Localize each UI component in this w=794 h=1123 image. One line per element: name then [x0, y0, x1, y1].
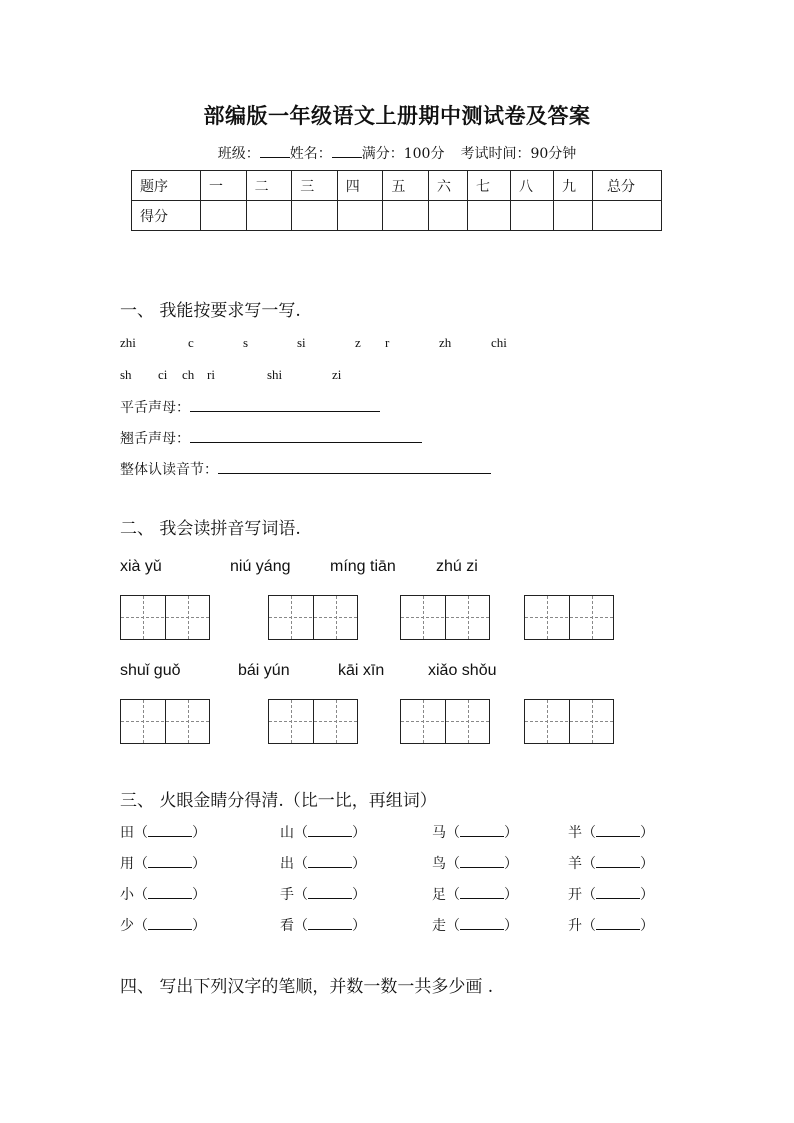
q1-pinyin: r: [385, 335, 390, 350]
q1-pinyin: s: [243, 335, 249, 350]
word-item: 足（ ）: [432, 887, 518, 903]
header-cell: 二: [246, 171, 292, 201]
word-item: 看（ ）: [280, 918, 366, 934]
character: 鸟: [432, 856, 446, 872]
score-cell[interactable]: [468, 201, 511, 231]
header-cell: 七: [468, 171, 511, 201]
answer-blank[interactable]: [308, 855, 352, 868]
tianzi-grid[interactable]: [524, 699, 614, 744]
score-cell[interactable]: [201, 201, 247, 231]
exam-info: [0, 143, 794, 163]
answer-blank[interactable]: [596, 917, 640, 930]
word-item: 羊（ ）: [568, 856, 654, 872]
q1-pinyin: c: [188, 335, 194, 350]
q1-pinyin: zh: [439, 335, 452, 350]
syllable-label: 整体认读音节：: [120, 462, 218, 478]
time-label: 考试时间：90分钟: [460, 146, 577, 162]
word-item: 田（ ）: [120, 825, 206, 841]
q2-pinyin: bái yún: [238, 662, 290, 679]
answer-blank[interactable]: [148, 886, 192, 899]
score-cell[interactable]: [246, 201, 292, 231]
character: 足: [432, 887, 446, 903]
word-item: 小（ ）: [120, 887, 206, 903]
answer-blank[interactable]: [596, 886, 640, 899]
answer-blank[interactable]: [460, 886, 504, 899]
q4-heading: 四、 写出下列汉字的笔顺，并数一数一共多少画 .: [120, 977, 494, 997]
answer-blank[interactable]: [596, 824, 640, 837]
tianzi-grid[interactable]: [524, 595, 614, 640]
q2-pinyin: zhú zi: [436, 558, 478, 575]
q1-pinyin: ci: [158, 367, 168, 382]
q1-pinyin: ri: [207, 367, 215, 382]
word-item: 山（ ）: [280, 825, 366, 841]
score-cell[interactable]: [429, 201, 468, 231]
word-item: 用（ ）: [120, 856, 206, 872]
score-table: [131, 170, 662, 231]
answer-blank[interactable]: [148, 824, 192, 837]
q1-field-retroflex: [120, 428, 422, 448]
answer-blank[interactable]: [460, 917, 504, 930]
class-blank[interactable]: [260, 145, 290, 158]
class-label: 班级：: [217, 146, 260, 162]
q2-pinyin: xiǎo shǒu: [428, 662, 497, 679]
header-cell: 一: [201, 171, 247, 201]
character: 出: [280, 856, 294, 872]
character: 羊: [568, 856, 582, 872]
q1-heading: 一、 我能按要求写一写.: [120, 301, 301, 321]
name-label: 姓名：: [289, 146, 332, 162]
q2-pinyin: shuǐ guǒ: [120, 662, 181, 679]
word-item: 升（ ）: [568, 918, 654, 934]
character: 少: [120, 918, 134, 934]
word-item: 鸟（ ）: [432, 856, 518, 872]
character: 升: [568, 918, 582, 934]
tianzi-grid[interactable]: [120, 595, 210, 640]
character: 开: [568, 887, 582, 903]
score-cell[interactable]: [383, 201, 429, 231]
q1-pinyin: zhi: [120, 335, 136, 350]
character: 手: [280, 887, 294, 903]
header-cell: 六: [429, 171, 468, 201]
retroflex-label: 翘舌声母：: [120, 431, 190, 447]
character: 走: [432, 918, 446, 934]
fullscore-label: 满分：100分: [361, 146, 445, 162]
score-cell[interactable]: [593, 201, 662, 231]
score-cell[interactable]: [511, 201, 554, 231]
score-cell[interactable]: [337, 201, 383, 231]
q1-pinyin: shi: [267, 367, 283, 382]
header-cell: 总分: [593, 171, 662, 201]
word-item: 半（ ）: [568, 825, 654, 841]
score-cell[interactable]: [292, 201, 338, 231]
answer-blank[interactable]: [308, 917, 352, 930]
tianzi-grid[interactable]: [120, 699, 210, 744]
header-cell: 八: [511, 171, 554, 201]
character: 田: [120, 825, 134, 841]
character: 山: [280, 825, 294, 841]
page-title: 部编版一年级语文上册期中测试卷及答案: [203, 103, 591, 128]
q2-pinyin: xià yǔ: [120, 558, 162, 575]
q2-pinyin: míng tiān: [330, 558, 396, 575]
q3-heading: 三、 火眼金睛分得清.（比一比，再组词）: [120, 791, 437, 811]
flat-label: 平舌声母：: [120, 400, 190, 416]
q2-heading: 二、 我会读拼音写词语.: [120, 519, 301, 539]
word-item: 走（ ）: [432, 918, 518, 934]
answer-blank[interactable]: [148, 917, 192, 930]
tianzi-grid[interactable]: [400, 699, 490, 744]
q1-pinyin: sh: [120, 367, 132, 382]
q1-field-syllable: [120, 459, 491, 479]
answer-blank[interactable]: [460, 824, 504, 837]
score-header-row: [132, 171, 662, 201]
q1-field-flat: [120, 397, 380, 417]
syllable-answer-line[interactable]: [218, 459, 491, 474]
q1-pinyin: chi: [491, 335, 507, 350]
q1-pinyin: z: [355, 335, 361, 350]
word-item: 马（ ）: [432, 825, 518, 841]
answer-blank[interactable]: [148, 855, 192, 868]
character: 小: [120, 887, 134, 903]
character: 马: [432, 825, 446, 841]
score-cell[interactable]: [554, 201, 593, 231]
score-row: [132, 201, 662, 231]
answer-blank[interactable]: [460, 855, 504, 868]
row-label: 得分: [132, 201, 201, 231]
character: 用: [120, 856, 134, 872]
word-item: 少（ ）: [120, 918, 206, 934]
retroflex-answer-line[interactable]: [190, 428, 422, 443]
word-item: 出（ ）: [280, 856, 366, 872]
answer-blank[interactable]: [308, 886, 352, 899]
q1-pinyin: ch: [182, 367, 195, 382]
header-cell: 九: [554, 171, 593, 201]
character: 看: [280, 918, 294, 934]
q2-pinyin: kāi xīn: [338, 662, 385, 679]
name-blank[interactable]: [332, 145, 362, 158]
header-cell: 三: [292, 171, 338, 201]
tianzi-grid[interactable]: [400, 595, 490, 640]
q1-pinyin: si: [297, 335, 306, 350]
header-cell: 五: [383, 171, 429, 201]
tianzi-grid[interactable]: [268, 595, 358, 640]
character: 半: [568, 825, 582, 841]
q1-pinyin: zi: [332, 367, 342, 382]
word-item: 开（ ）: [568, 887, 654, 903]
q2-pinyin: niú yáng: [230, 558, 291, 575]
answer-blank[interactable]: [308, 824, 352, 837]
answer-blank[interactable]: [596, 855, 640, 868]
word-item: 手（ ）: [280, 887, 366, 903]
header-cell: 四: [337, 171, 383, 201]
header-cell: 题序: [132, 171, 201, 201]
tianzi-grid[interactable]: [268, 699, 358, 744]
flat-answer-line[interactable]: [190, 397, 380, 412]
